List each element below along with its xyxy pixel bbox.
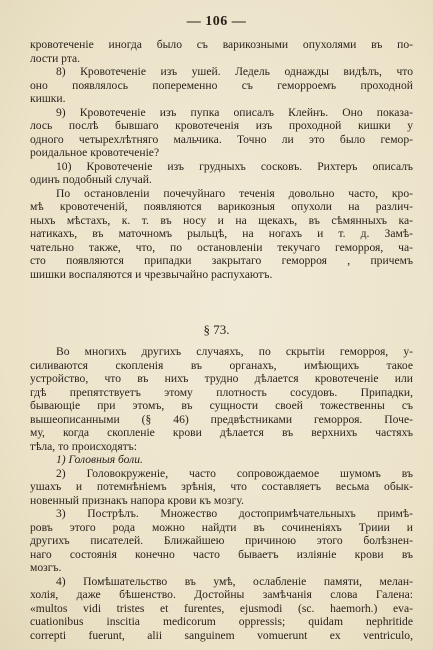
text-line: correpti fuerunt, alii sanguinem vomuerunt ex ventriculo, [30, 628, 413, 642]
text-line: «multos vidi tristes et furentes, ejusmodi (sc. haemorh.) evа- [30, 601, 413, 615]
text-line: 10) Кровотеченіе изъ грудныхъ сосковъ. Рихтеръ описалъ [56, 159, 413, 173]
text-line: лости рта. [30, 51, 81, 65]
text-line: новенный признакъ напора крови къ мозгу. [30, 493, 244, 507]
text-line: холія, даже бѣшенство. Достойны замѣчанія слова Галена: [30, 588, 413, 601]
text-line: устройство, что въ нихъ трудно дѣлается кровотеченіе или [30, 372, 413, 385]
section-heading: § 73. [203, 322, 230, 337]
text-block-bottom [30, 345, 413, 642]
text-line: одинъ подобный случай. [30, 173, 152, 186]
text-line: мозгъ. [30, 561, 62, 574]
text-line: ровъ этого рода можно найдти въ сочиненіяхъ Триии и [30, 520, 413, 534]
text-line: ныхъ мѣстахъ, к. т. въ носу и на щекахъ, въ сѣмянныхъ ка- [30, 213, 413, 227]
text-line: бывающіе при этомъ, въ сущности своей тожественны съ [30, 399, 413, 412]
text-line: наго состоянія конечно часто бываетъ излiяніе крови въ [30, 547, 413, 561]
text-line: вышеописанными (§ 46) предвѣстниками геморроя. Поче- [30, 412, 413, 426]
text-line: 4) Помѣшательство въ умѣ, ослабленіе памяти, мелан- [56, 574, 413, 588]
text-line: му, когда скопленіе крови дѣлается въ верхнихъ частяхъ [30, 426, 413, 439]
text-line: оно появлялось попеременно съ геморроемъ проходной [30, 78, 413, 92]
text-line: шишки воспаляются и чрезвычайно распухаютъ. [30, 267, 273, 281]
text-line: 2) Головокруженіе, часто сопровождаемое шумомъ въ [56, 466, 413, 480]
text-line: сто появляются припадки закрытаго геморроя , причемъ [30, 254, 413, 267]
text-line: гдѣ препятствуетъ этому плотность сосудовъ. Припадки, [30, 385, 413, 399]
text-line: роидальное кровотеченіе? [30, 146, 160, 159]
text-line: ушахъ и потемнѣніемъ зрѣнія, что составляетъ весьма обык- [30, 480, 413, 493]
text-line: тѣла, то происходятъ: [30, 439, 138, 453]
text-line: 8) Кровотеченіе изъ ушей. Ледель однажды видѣлъ, что [56, 65, 413, 78]
text-line: cuationibus inscitia medicorum oppressis; quidam nephritide [30, 615, 413, 628]
text-line: 1) Головныя боли. [56, 453, 143, 466]
text-line: 9) Кровотеченіе изъ пупка описалъ Клейнъ. Оно показа- [56, 105, 413, 119]
text-line: мѣ кровотеченій, появляются варикозныя опухоли на различ- [30, 200, 413, 213]
text-block-top [30, 38, 413, 281]
text-line: По остановленіи почечуйнаго теченія довольно часто, кро- [56, 186, 413, 200]
text-line: натикахъ, въ маточномъ рыльцѣ, на ногахъ и т. д. Замѣ- [30, 227, 413, 240]
text-line: одного четырехлѣтняго мальчика. Точно ли это было гемор- [30, 132, 413, 146]
page-number-header: — 106 — [186, 14, 247, 29]
text-line: кровотеченіе иногда было съ варикозными опухолями въ по- [30, 38, 413, 51]
text-line: Во многихъ другихъ случаяхъ, по скрытіи геморроя, у- [56, 345, 413, 358]
text-line: лось послѣ бывшаго кровотеченія изъ проходной кишки у [30, 119, 413, 132]
text-line: кишки. [30, 92, 66, 105]
text-line: другихъ писателей. Ближайшею причиною этого болѣзнен- [30, 534, 413, 547]
text-line: силиваются скопленія въ органахъ, имѣющихъ такое [30, 358, 413, 372]
text-line: 3) Пострѣлъ. Множество достопримѣчательныхъ примѣ- [56, 507, 413, 520]
text-line: чательно также, что, по остановленіи текучаго геморроя, ча- [30, 240, 413, 254]
